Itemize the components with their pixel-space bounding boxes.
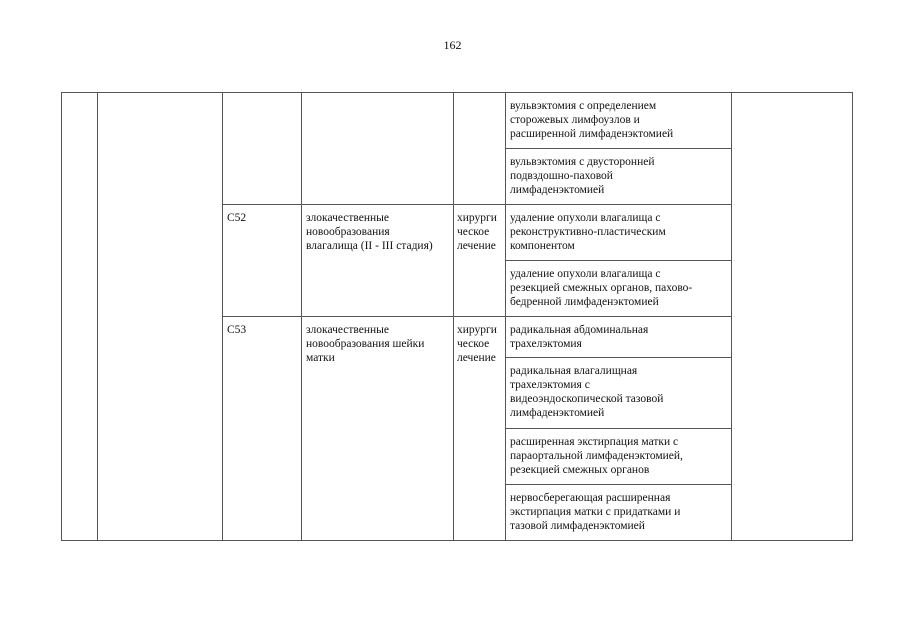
page-number: 162 <box>443 38 462 52</box>
method-separator <box>505 148 731 149</box>
icd-code-cell: C53 <box>227 324 247 336</box>
method-separator <box>505 260 731 261</box>
diagnosis-cell: злокачественные новообразования влагалища (II - III стадия) <box>306 212 433 252</box>
method-separator <box>505 357 731 358</box>
diagnosis-cell: злокачественные новообразования шейки матки <box>306 324 425 364</box>
method-cell: удаление опухоли влагалища с резекцией смежных органов, пахово- бедренной лимфаденэктомией <box>510 268 693 308</box>
group-separator <box>222 316 731 317</box>
group-separator <box>222 204 731 205</box>
table-left-border <box>61 92 62 541</box>
icd-code-cell: C52 <box>227 212 247 224</box>
method-cell: вульвэктомия с двусторонней подвздошно-паховой лимфаденэктомией <box>510 156 655 196</box>
table-top-border <box>61 92 853 93</box>
column-divider <box>731 92 732 541</box>
method-separator <box>505 428 731 429</box>
table-bottom-border <box>61 540 853 541</box>
method-cell: расширенная экстирпация матки с параортальной лимфаденэктомией, резекцией смежных органов <box>510 436 683 476</box>
method-cell: радикальная влагалищная трахелэктомия с видеоэндоскопической тазовой лимфаденэктомией <box>510 365 664 419</box>
method-separator <box>505 484 731 485</box>
column-divider <box>97 92 98 541</box>
method-cell: нервосберегающая расширенная экстирпация матки с придатками и тазовой лимфаденэктомией <box>510 492 681 532</box>
method-cell: удаление опухоли влагалища с реконструктивно-пластическим компонентом <box>510 212 666 252</box>
method-cell: радикальная абдоминальная трахелэктомия <box>510 324 649 350</box>
table-right-border <box>852 92 853 541</box>
treatment-type-cell: хирурги ческое лечение <box>457 324 497 364</box>
treatment-type-cell: хирурги ческое лечение <box>457 212 497 252</box>
method-cell: вульвэктомия с определением сторожевых лимфоузлов и расширенной лимфаденэктомией <box>510 100 674 140</box>
